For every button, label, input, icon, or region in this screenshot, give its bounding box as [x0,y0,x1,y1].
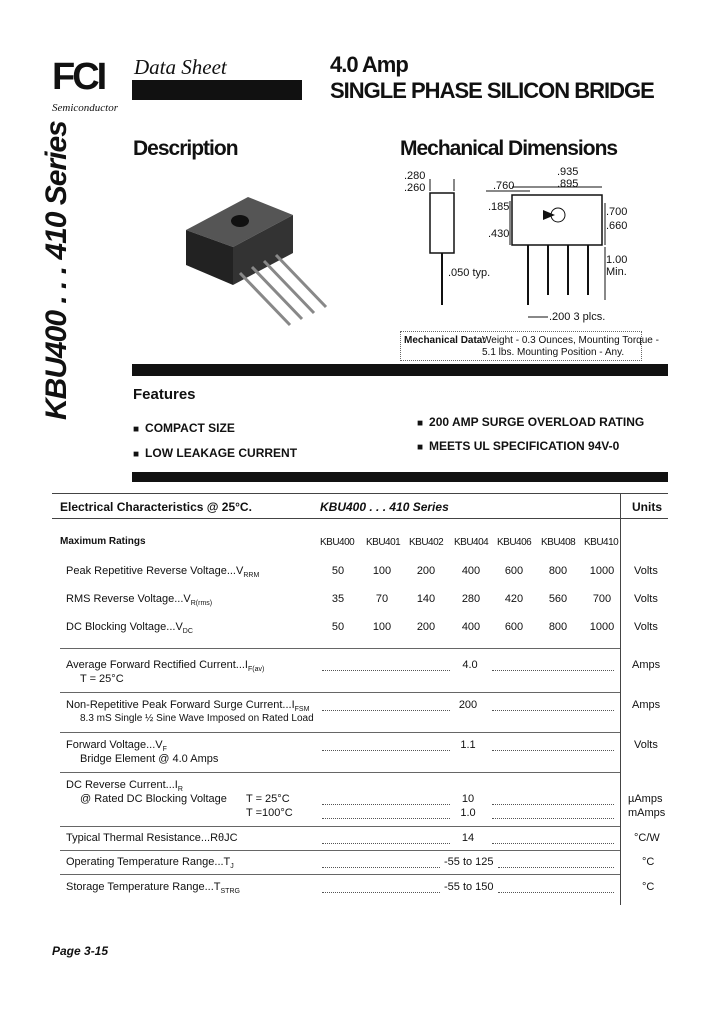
row-label-operating: Operating Temperature $Range...T_J$ [66,856,234,871]
dotted-leader [322,710,450,711]
table-cell: 140 [416,593,436,605]
table-cell: 200 [416,565,436,577]
table-cell: 400 [461,621,481,633]
dim-r2: .660 [606,220,628,232]
table-cell: 70 [375,593,389,605]
value-iav: 4.0 [462,659,478,671]
value-vf: 1.1 [460,739,476,751]
units-column-divider [620,493,621,905]
col-header: KBU404 [454,537,489,548]
row-divider [60,732,620,733]
row-unit: Volts [634,621,658,633]
table-cell: 560 [548,593,568,605]
row-label-ir: DC Reverse $Current...I_R$ [66,779,183,794]
dotted-leader [492,670,614,671]
row-cond-ir: @ Rated DC Blocking Voltage [80,793,227,805]
dotted-leader [492,804,614,805]
table-cell: 100 [372,565,392,577]
dotted-leader [322,867,440,868]
value-ir-1: 10 [461,793,475,805]
table-cell: 600 [504,621,524,633]
row-divider [60,772,620,773]
row-label-vrrm: Peak Repetitive Reverse $Voltage...V_{RRM}$ [66,565,260,580]
dotted-leader [322,804,450,805]
dotted-leader [322,818,450,819]
row-divider [60,692,620,693]
row-cond-ifsm: 8.3 mS Single ½ Sine Wave Imposed on Rated Load [80,713,314,724]
max-ratings-label: Maximum Ratings [60,536,146,547]
table-cell: 35 [331,593,345,605]
features-heading: Features [133,386,196,403]
row-temp-ir-2: T =100°C [246,807,293,819]
dim-r1: .700 [606,206,628,218]
dotted-leader [498,867,614,868]
col-header: KBU406 [497,537,532,548]
table-cell: 50 [331,565,345,577]
product-name: SINGLE PHASE SILICON BRIDGE [330,78,654,103]
feature-4: ■ MEETS UL SPECIFICATION 94V-0 [417,439,619,453]
value-thermal: 14 [461,832,475,844]
product-amp: 4.0 Amp [330,52,408,77]
row-unit: Volts [634,565,658,577]
value-ir-2: 1.0 [460,807,476,819]
mechanical-heading: Mechanical Dimensions [400,137,618,160]
table-cell: 1000 [589,565,615,577]
table-cell: 1000 [589,621,615,633]
table-border-top [52,493,668,494]
dotted-leader [322,892,440,893]
table-cell: 800 [548,621,568,633]
table-cell: 50 [331,621,345,633]
dimension-drawing [400,165,660,330]
row-temp-ir-1: T = 25°C [246,793,290,805]
row-label-ifsm: Non-Repetitive Peak Forward Surge $Current...I_{FSM}$ [66,699,310,714]
unit-storage: °C [642,881,655,893]
section-bar-2 [132,472,668,482]
value-storage: -55 to 150 [444,881,494,893]
dim-t1: .935 [557,166,579,178]
unit-ir-1: µAmps [628,793,663,805]
feature-3: ■ 200 AMP SURGE OVERLOAD RATING [417,415,644,429]
unit-ifsm: Amps [632,699,661,711]
mech-data-label: Mechanical Data: [404,335,486,346]
unit-iav: Amps [632,659,661,671]
section-bar-1 [132,364,668,376]
unit-thermal: °C/W [634,832,660,844]
unit-operating: °C [642,856,655,868]
dotted-leader [498,892,614,893]
col-header: KBU408 [541,537,576,548]
table-cell: 400 [461,565,481,577]
table-cell: 420 [504,593,524,605]
row-cond-vf: Bridge Element @ 4.0 Amps [80,753,219,765]
units-header: Units [632,500,662,514]
table-cell: 280 [461,593,481,605]
mech-data-line1: Weight - 0.3 Ounces, Mounting Torque - [482,335,659,346]
row-label-thermal: Typical Thermal Resistance...RθJC [66,832,238,844]
table-border-bottom [52,518,668,519]
doc-type: Data Sheet [134,55,227,79]
dotted-leader [322,750,450,751]
row-label-storage: Storage Temperature $Range...T_{STRG}$ [66,881,240,896]
feature-2: ■ LOW LEAKAGE CURRENT [133,446,297,460]
row-divider [60,850,620,851]
dim-h1: .185 [488,201,510,213]
col-header: KBU410 [584,537,619,548]
dim-pitch: .200 3 plcs. [549,311,606,323]
dim-h2: .430 [488,228,510,240]
row-divider [60,648,620,649]
header-bar-left [132,80,302,100]
table-cell: 600 [504,565,524,577]
row-cond-iav: T = 25°C [80,673,124,685]
dim-dia: .050 typ. [448,267,491,279]
row-label-iav: Average Forward Rectified $Current...I_{F(av)}$ [66,659,265,674]
mech-data-line2: 5.1 lbs. Mounting Position - Any. [482,347,625,358]
fci-logo: FCI [52,56,105,98]
series-vertical-label: KBU400 . . . 410 Series [40,121,73,420]
dim-lead2: Min. [606,266,627,278]
component-image [178,185,338,345]
table-cell: 700 [592,593,612,605]
dotted-leader [492,843,614,844]
description-heading: Description [133,137,238,160]
dotted-leader [492,710,614,711]
feature-1: ■ COMPACT SIZE [133,421,235,435]
dim-l1: .760 [493,180,515,192]
row-unit: Volts [634,593,658,605]
dotted-leader [492,750,614,751]
dotted-leader [322,843,450,844]
dotted-leader [322,670,450,671]
dim-w1: .280 [404,170,426,182]
table-cell: 800 [548,565,568,577]
table-series: KBU400 . . . 410 Series [320,500,449,514]
row-label-vrms: RMS Reverse $Voltage...V_{R(rms)}$ [66,593,213,608]
value-operating: -55 to 125 [444,856,494,868]
col-header: KBU401 [366,537,401,548]
logo-subtitle: Semiconductor [52,102,118,114]
table-cell: 100 [372,621,392,633]
col-header: KBU400 [320,537,355,548]
page-number: Page 3-15 [52,944,109,958]
unit-vf: Volts [634,739,658,751]
row-divider [60,826,620,827]
dim-t2: .895 [557,178,579,190]
mech-data-box [400,331,642,361]
row-label-vf: Forward $Voltage...V_F$ [66,739,167,754]
col-header: KBU402 [409,537,444,548]
dotted-leader [492,818,614,819]
dim-lead1: 1.00 [606,254,628,266]
table-title: Electrical Characteristics @ 25°C. [60,500,252,514]
dim-w2: .260 [404,182,426,194]
unit-ir-2: mAmps [628,807,666,819]
value-ifsm: 200 [458,699,478,711]
row-divider [60,874,620,875]
table-cell: 200 [416,621,436,633]
row-label-vdc: DC Blocking $Voltage...V_{DC}$ [66,621,193,636]
